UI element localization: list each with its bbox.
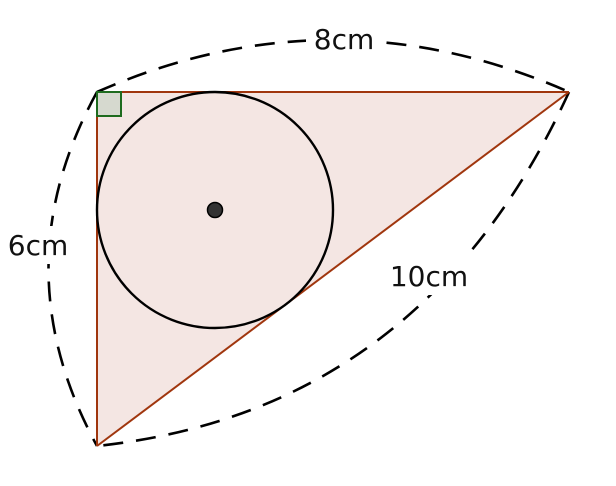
circle-center-point	[208, 203, 223, 218]
left-side-label: 6cm	[7, 229, 69, 262]
hypotenuse-label: 10cm	[389, 260, 469, 293]
dashed-arc-left	[49, 92, 98, 446]
top-side-label: 8cm	[313, 23, 375, 56]
right-angle-marker	[97, 92, 121, 116]
